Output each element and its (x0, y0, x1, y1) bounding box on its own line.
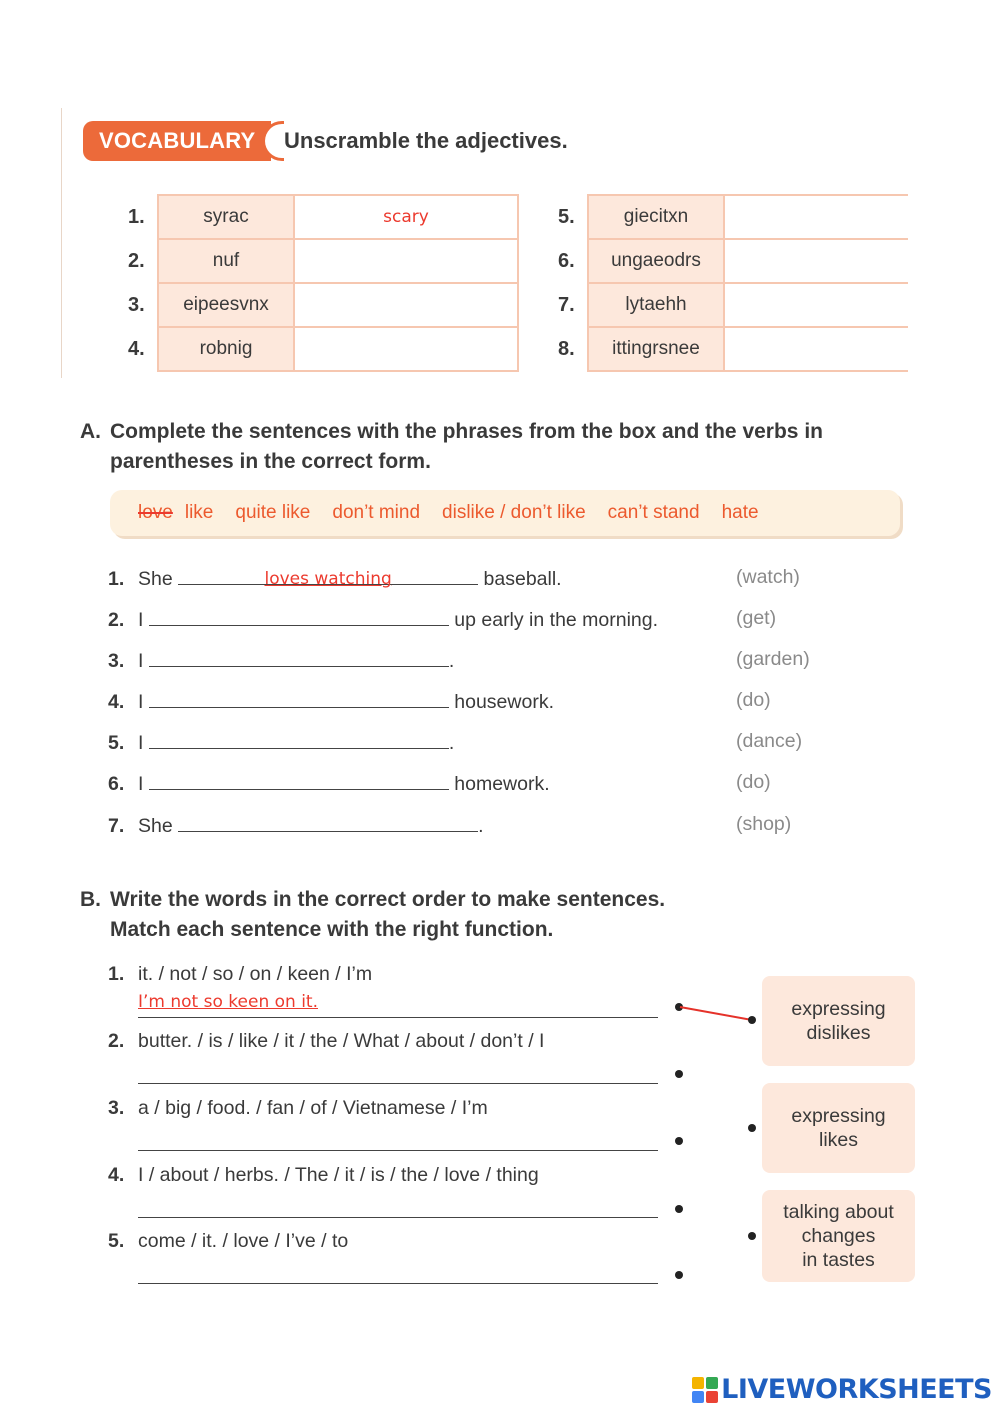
vocab-number: 7. (558, 293, 575, 316)
vocab-scrambled-word: nuf (158, 239, 294, 283)
answer-line[interactable] (138, 1192, 658, 1218)
vocab-answer-input[interactable] (724, 195, 908, 239)
section-b-title-line2: Match each sentence with the right function. (110, 918, 554, 941)
phrase-item: can’t stand (607, 502, 700, 523)
sentence-number: 3. (108, 650, 125, 672)
vocab-scrambled-word: ungaeodrs (588, 239, 724, 283)
vocab-number: 5. (558, 205, 575, 228)
answer-blank[interactable] (149, 684, 449, 708)
function-box-dislikes[interactable] (762, 976, 915, 1066)
sentence-number: 2. (108, 609, 125, 631)
function-box-likes[interactable] (762, 1083, 915, 1173)
answer-blank[interactable] (178, 808, 478, 832)
vocab-scrambled-word: ittingrsnee (588, 327, 724, 371)
vocab-scrambled-word: eipeesvnx (158, 283, 294, 327)
match-dot-left[interactable] (675, 1070, 683, 1078)
answer-line[interactable] (138, 1058, 658, 1084)
scrambled-words: a / big / food. / fan / of / Vietnamese / I’m (138, 1097, 488, 1119)
phrase-item: don’t mind (332, 502, 421, 523)
sentence-number: 4. (108, 691, 125, 713)
sentence-row (108, 766, 550, 798)
sentence-row (108, 725, 454, 757)
vocab-answer-input[interactable] (724, 283, 908, 327)
function-label: likes (818, 1129, 858, 1151)
vocab-table-right (558, 194, 908, 372)
sentence-subject: She (138, 568, 173, 590)
sentence-number: 7. (108, 815, 125, 837)
verb-hint: (watch) (736, 566, 800, 588)
match-dot-right[interactable] (748, 1232, 756, 1240)
item-number: 4. (108, 1164, 125, 1186)
section-b-heading (80, 885, 665, 945)
vocab-scrambled-word: lytaehh (588, 283, 724, 327)
sentence-subject: She (138, 815, 173, 837)
function-label: changes (801, 1225, 876, 1247)
phrase-item: like (184, 502, 214, 523)
sentence-number: 5. (108, 732, 125, 754)
reorder-item (108, 959, 372, 989)
verb-hint: (do) (736, 771, 771, 793)
vocabulary-instruction: Unscramble the adjectives. (284, 128, 568, 153)
vocab-row (558, 327, 908, 371)
sentence-rest: . (448, 732, 455, 754)
vocab-answer-input[interactable] (294, 283, 518, 327)
scrambled-words: butter. / is / like / it / the / What / about / don’t / I (138, 1030, 545, 1052)
reorder-item (108, 1093, 488, 1123)
answer-text: loves watching (264, 569, 392, 589)
vocab-scrambled-word: syrac (158, 195, 294, 239)
sentence-rest: baseball. (483, 568, 562, 590)
function-label: expressing (791, 1105, 886, 1127)
vocab-number: 6. (558, 249, 575, 272)
sentence-rest: housework. (454, 691, 554, 713)
vocab-scrambled-word: robnig (158, 327, 294, 371)
vocab-answer-input[interactable]: scary (294, 195, 518, 239)
sentence-rest: homework. (454, 773, 550, 795)
phrase-item: hate (721, 502, 759, 523)
vocabulary-label: VOCABULARY (83, 121, 271, 161)
function-box-changes[interactable] (762, 1190, 915, 1282)
function-label: dislikes (806, 1022, 871, 1044)
vocab-row (558, 195, 908, 239)
phrase-item: love (138, 502, 173, 523)
function-label: expressing (791, 998, 886, 1020)
answer-line[interactable] (138, 992, 658, 1018)
section-a-letter: A. (80, 420, 101, 443)
vocab-number: 8. (558, 337, 575, 360)
verb-hint: (garden) (736, 648, 810, 670)
vocab-table-left (128, 194, 519, 372)
section-b-letter: B. (80, 888, 101, 911)
phrase-item: quite like (235, 502, 311, 523)
match-dot-right[interactable] (748, 1124, 756, 1132)
answer-blank[interactable] (149, 766, 449, 790)
sentence-number: 1. (108, 568, 125, 590)
logo-text: LIVEWORKSHEETS (721, 1374, 992, 1405)
sentence-row (108, 561, 562, 593)
vocab-row (128, 283, 518, 327)
function-label: talking about (783, 1201, 894, 1223)
sentence-subject: I (138, 691, 144, 713)
match-dot-left[interactable] (675, 1205, 683, 1213)
sentence-subject: I (138, 609, 144, 631)
sentence-row (108, 643, 454, 675)
vocab-row (128, 239, 518, 283)
verb-hint: (shop) (736, 813, 792, 835)
reorder-item (108, 1226, 348, 1256)
scrambled-words: I / about / herbs. / The / it / is / the / love / thing (138, 1164, 539, 1186)
sentence-rest: . (448, 650, 455, 672)
phrase-item: dislike / don’t like (442, 502, 586, 523)
reorder-item (108, 1026, 544, 1056)
vocab-answer-input[interactable] (294, 239, 518, 283)
match-dot-left[interactable] (675, 1137, 683, 1145)
vocab-row (558, 239, 908, 283)
answer-blank[interactable] (149, 725, 449, 749)
section-a-title-line1: Complete the sentences with the phrases from the box and the verbs in (110, 420, 823, 443)
vocab-number: 2. (128, 249, 145, 272)
function-label: in tastes (802, 1249, 875, 1271)
scrambled-words: it. / not / so / on / keen / I’m (138, 963, 373, 985)
section-divider (61, 108, 62, 378)
sentence-row (108, 808, 484, 840)
verb-hint: (get) (736, 607, 777, 629)
vocab-answer-input[interactable] (294, 327, 518, 371)
sentence-subject: I (138, 773, 144, 795)
sentence-rest: up early in the morning. (454, 609, 659, 631)
match-dot-right[interactable] (748, 1016, 756, 1024)
vocab-row (128, 195, 518, 239)
vocab-row (128, 327, 518, 371)
vocab-number: 1. (128, 205, 145, 228)
vocab-number: 4. (128, 337, 145, 360)
vocab-scrambled-word: giecitxn (588, 195, 724, 239)
section-a-heading (80, 417, 823, 477)
verb-hint: (do) (736, 689, 771, 711)
item-number: 2. (108, 1030, 125, 1052)
sentence-number: 6. (108, 773, 125, 795)
item-number: 5. (108, 1230, 125, 1252)
sentence-rest: . (478, 815, 484, 837)
answer-line[interactable] (138, 1125, 658, 1151)
phrase-box (110, 490, 900, 536)
answer-blank[interactable] (149, 602, 449, 626)
vocab-answer-input[interactable] (724, 239, 908, 283)
item-number: 3. (108, 1097, 125, 1119)
sentence-row (108, 684, 554, 716)
liveworksheets-logo[interactable] (692, 1374, 992, 1405)
liveworksheets-logo-icon (692, 1377, 718, 1403)
sentence-subject: I (138, 732, 144, 754)
vocab-answer-input[interactable] (724, 327, 908, 371)
answer-blank[interactable] (178, 561, 478, 589)
vocab-number: 3. (128, 293, 145, 316)
answer-text: I’m not so keen on it. (138, 992, 318, 1012)
item-number: 1. (108, 963, 125, 985)
match-dot-left[interactable] (675, 1271, 683, 1279)
sentence-row (108, 602, 658, 634)
sentence-subject: I (138, 650, 144, 672)
answer-blank[interactable] (149, 643, 449, 667)
verb-hint: (dance) (736, 730, 803, 752)
section-b-title-line1: Write the words in the correct order to make sentences. (110, 888, 666, 911)
reorder-item (108, 1160, 539, 1190)
scrambled-words: come / it. / love / I’ve / to (138, 1230, 349, 1252)
section-a-title-line2: parentheses in the correct form. (110, 450, 431, 473)
match-connector-line (670, 995, 760, 1030)
answer-line[interactable] (138, 1258, 658, 1284)
vocab-row (558, 283, 908, 327)
